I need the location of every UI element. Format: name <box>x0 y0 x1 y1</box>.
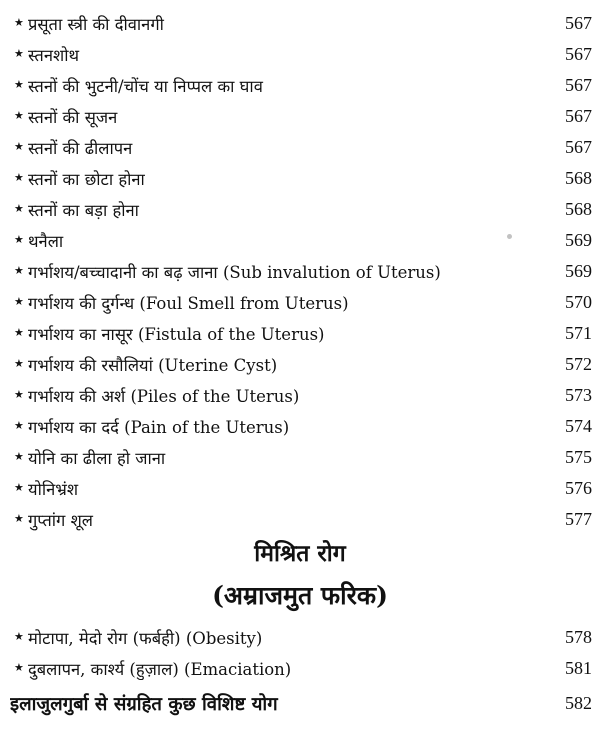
list-item <box>14 380 592 411</box>
star-icon: ★ <box>14 47 24 60</box>
final-entry-title: इलाजुलगुर्बा से संग्रहित कुछ विशिष्ट योग <box>10 693 278 715</box>
star-icon: ★ <box>14 16 24 29</box>
list-item <box>14 70 592 101</box>
star-icon: ★ <box>14 357 24 370</box>
list-item <box>14 225 592 256</box>
page-number: 578 <box>565 627 592 647</box>
page-number: 570 <box>565 292 592 312</box>
page-number: 567 <box>565 106 592 126</box>
entry-title: योनि का ढीला हो जाना <box>28 449 166 468</box>
list-item <box>14 318 592 349</box>
entry-title: गर्भाशय का दर्द (Pain of the Uterus) <box>28 418 290 437</box>
entry-title: स्तनों की ढीलापन <box>28 139 133 158</box>
list-item <box>14 8 592 39</box>
entry-title: गर्भाशय का नासूर (Fistula of the Uterus) <box>28 325 325 344</box>
entry-title: गर्भाशय की रसौलियां (Uterine Cyst) <box>28 356 278 375</box>
list-item <box>14 442 592 473</box>
section-subheading: (अम्राजमुत फरिक) <box>212 581 388 610</box>
entry-title: योनिभ्रंश <box>28 480 79 499</box>
entry-title: प्रसूता स्त्री की दीवानगी <box>28 15 164 34</box>
star-icon: ★ <box>14 419 24 432</box>
list-item <box>14 39 592 70</box>
section-heading: मिश्रित रोग <box>254 540 346 567</box>
entry-title: गर्भाशय/बच्चादानी का बढ़ जाना (Sub invalution of Uterus) <box>28 263 441 282</box>
star-icon: ★ <box>14 202 24 215</box>
list-item <box>14 101 592 132</box>
entry-title: स्तनशोथ <box>28 46 80 65</box>
list-item <box>14 132 592 163</box>
list-item <box>14 411 592 442</box>
page-number: 567 <box>565 75 592 95</box>
page-number: 573 <box>565 385 592 405</box>
star-icon: ★ <box>14 78 24 91</box>
entry-title: गर्भाशय की दुर्गन्ध (Foul Smell from Uterus) <box>28 294 349 313</box>
star-icon: ★ <box>14 140 24 153</box>
star-icon: ★ <box>14 661 24 674</box>
entry-title: स्तनों का छोटा होना <box>28 170 145 189</box>
star-icon: ★ <box>14 388 24 401</box>
entry-title: मोटापा, मेदो रोग (फर्बही) (Obesity) <box>28 629 263 648</box>
entry-title: गर्भाशय की अर्श (Piles of the Uterus) <box>28 387 300 406</box>
list-item <box>14 287 592 318</box>
page-number: 581 <box>565 658 592 678</box>
entry-title: थनैला <box>28 232 64 251</box>
star-icon: ★ <box>14 109 24 122</box>
list-item <box>14 653 592 684</box>
page-number: 577 <box>565 509 592 529</box>
page-number: 576 <box>565 478 592 498</box>
page-number: 568 <box>565 168 592 188</box>
list-item <box>14 194 592 225</box>
list-item <box>14 256 592 287</box>
entry-title: गुप्तांग शूल <box>28 511 93 530</box>
contents-list <box>14 8 592 535</box>
list-item <box>14 163 592 194</box>
page-number: 574 <box>565 416 592 436</box>
star-icon: ★ <box>14 171 24 184</box>
page-number: 567 <box>565 13 592 33</box>
list-item <box>14 622 592 653</box>
star-icon: ★ <box>14 233 24 246</box>
page-number: 571 <box>565 323 592 343</box>
star-icon: ★ <box>14 264 24 277</box>
star-icon: ★ <box>14 326 24 339</box>
final-entry <box>10 687 592 719</box>
entry-title: स्तनों का बड़ा होना <box>28 201 139 220</box>
list-item <box>14 504 592 535</box>
page-number: 569 <box>565 261 592 281</box>
page-number: 568 <box>565 199 592 219</box>
star-icon: ★ <box>14 512 24 525</box>
star-icon: ★ <box>14 295 24 308</box>
page-number: 567 <box>565 44 592 64</box>
star-icon: ★ <box>14 481 24 494</box>
page-number: 572 <box>565 354 592 374</box>
page-number: 567 <box>565 137 592 157</box>
entry-title: स्तनों की सूजन <box>28 108 118 127</box>
entry-title: स्तनों की भुटनी/चोंच या निप्पल का घाव <box>28 77 263 96</box>
print-speck <box>507 234 512 239</box>
entry-title: दुबलापन, कार्श्य (हुज़ाल) (Emaciation) <box>28 660 292 679</box>
star-icon: ★ <box>14 450 24 463</box>
star-icon: ★ <box>14 630 24 643</box>
list-item <box>14 349 592 380</box>
page-number: 569 <box>565 230 592 250</box>
section-contents-list <box>14 622 592 684</box>
page-number: 575 <box>565 447 592 467</box>
list-item <box>14 473 592 504</box>
page-number: 582 <box>565 692 592 713</box>
